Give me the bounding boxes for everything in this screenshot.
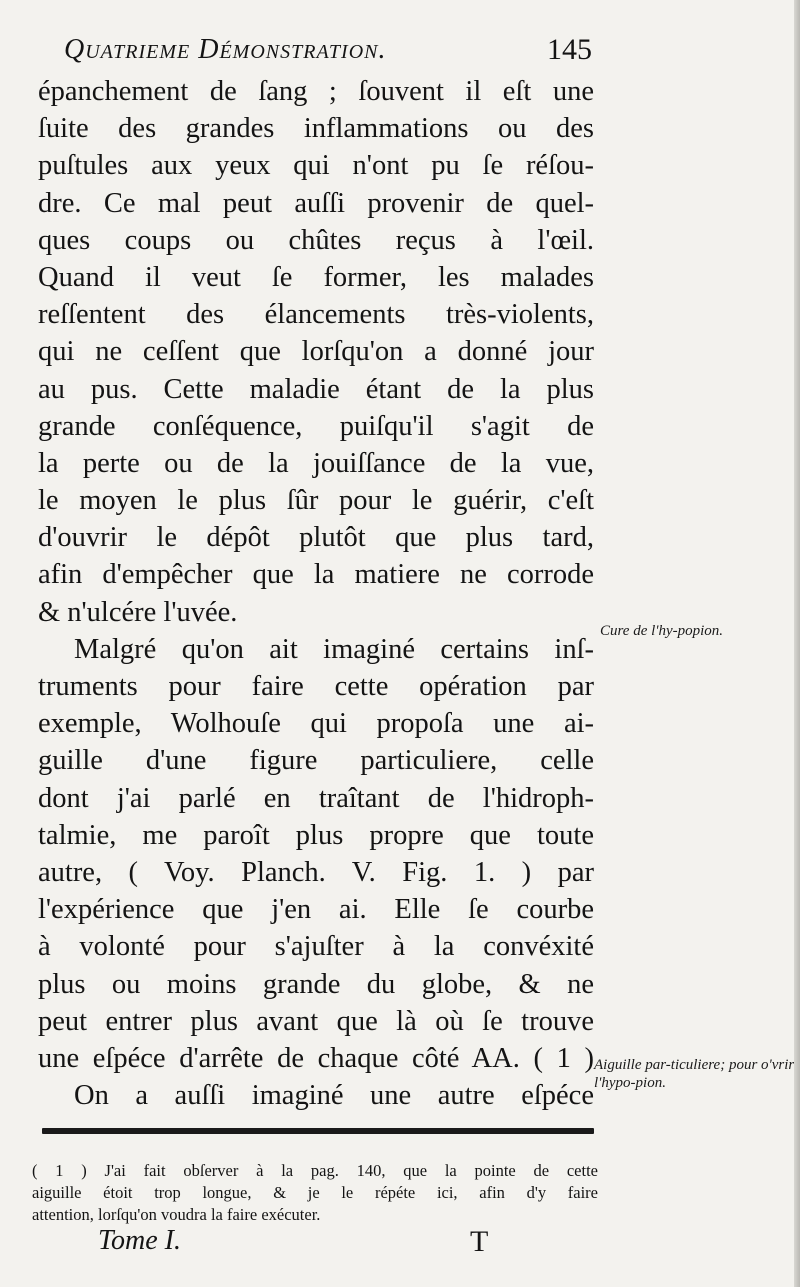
- text-line: la perte ou de la jouiſſance de la vue,: [38, 447, 594, 479]
- footnote-line: aiguille étoit trop longue, & je le répéte ici, afin d'y faire: [32, 1183, 598, 1202]
- volume-label: Tome I.: [98, 1225, 181, 1256]
- text-line: peut entrer plus avant que là où ſe trouve: [38, 1005, 594, 1037]
- text-line: le moyen le plus ſûr pour le guérir, c'eſt: [38, 485, 594, 517]
- margin-note-aiguille: Aiguille par-ticuliere; pour o'vrir l'hypo-pion.: [594, 1057, 795, 1091]
- text-line: plus ou moins grande du globe, & ne: [38, 968, 594, 1000]
- text-line: ques coups ou chûtes reçus à l'œil.: [38, 224, 594, 256]
- text-line: reſſentent des élancements très-violents,: [38, 299, 594, 331]
- text-line: talmie, me paroît plus propre que toute: [38, 819, 594, 851]
- text-line: Quand il veut ſe former, les malades: [38, 261, 594, 293]
- footnote-line: ( 1 ) J'ai fait obſerver à la pag. 140, que la pointe de cette: [32, 1161, 598, 1180]
- text-line: au pus. Cette maladie étant de la plus: [38, 373, 594, 405]
- footnote-divider: [42, 1128, 594, 1134]
- text-line: grande conſéquence, puiſqu'il s'agit de: [38, 410, 594, 442]
- margin-note-cure: Cure de l'hy-popion.: [600, 623, 724, 639]
- footnote-line: attention, lorſqu'on voudra la faire exécuter.: [32, 1205, 321, 1224]
- text-line: à volonté pour s'ajuſter à la convéxité: [38, 931, 594, 963]
- page-edge-shadow: [794, 0, 800, 1287]
- page-footer: [98, 1225, 518, 1265]
- text-line: puſtules aux yeux qui n'ont pu ſe réſou-: [38, 150, 594, 182]
- text-line: d'ouvrir le dépôt plutôt que plus tard,: [38, 522, 594, 554]
- footnote: [32, 1160, 598, 1226]
- text-line: épanchement de ſang ; ſouvent il eſt une: [38, 76, 594, 107]
- text-line: autre, ( Voy. Planch. V. Fig. 1. ) par: [38, 856, 594, 888]
- text-line: afin d'empêcher que la matiere ne corrode: [38, 559, 594, 591]
- text-line: dre. Ce mal peut auſſi provenir de quel-: [38, 187, 594, 219]
- text-line: dont j'ai parlé en traîtant de l'hidroph-: [38, 782, 594, 814]
- text-line: On a auſſi imaginé une autre eſpéce: [74, 1080, 594, 1112]
- text-line: guille d'une figure particuliere, celle: [38, 745, 594, 777]
- running-header: [64, 28, 592, 72]
- signature-mark: T: [470, 1225, 489, 1258]
- text-line: ſuite des grandes inflammations ou des: [38, 113, 594, 145]
- text-line: exemple, Wolhouſe qui propoſa une ai-: [38, 708, 594, 740]
- text-line: qui ne ceſſent que lorſqu'on a donné jour: [38, 336, 594, 368]
- text-line: l'expérience que j'en ai. Elle ſe courbe: [38, 894, 594, 926]
- text-line: Malgré qu'on ait imaginé certains inſ-: [74, 633, 594, 665]
- text-line: une eſpéce d'arrête de chaque côté AA. ( 1 ): [38, 1042, 594, 1074]
- running-title: Quatrieme Démonstration.: [64, 34, 387, 65]
- page-number: 145: [547, 33, 592, 66]
- text-line: truments pour faire cette opération par: [38, 671, 594, 702]
- main-text: [38, 73, 594, 1114]
- text-line: & n'ulcére l'uvée.: [38, 596, 238, 628]
